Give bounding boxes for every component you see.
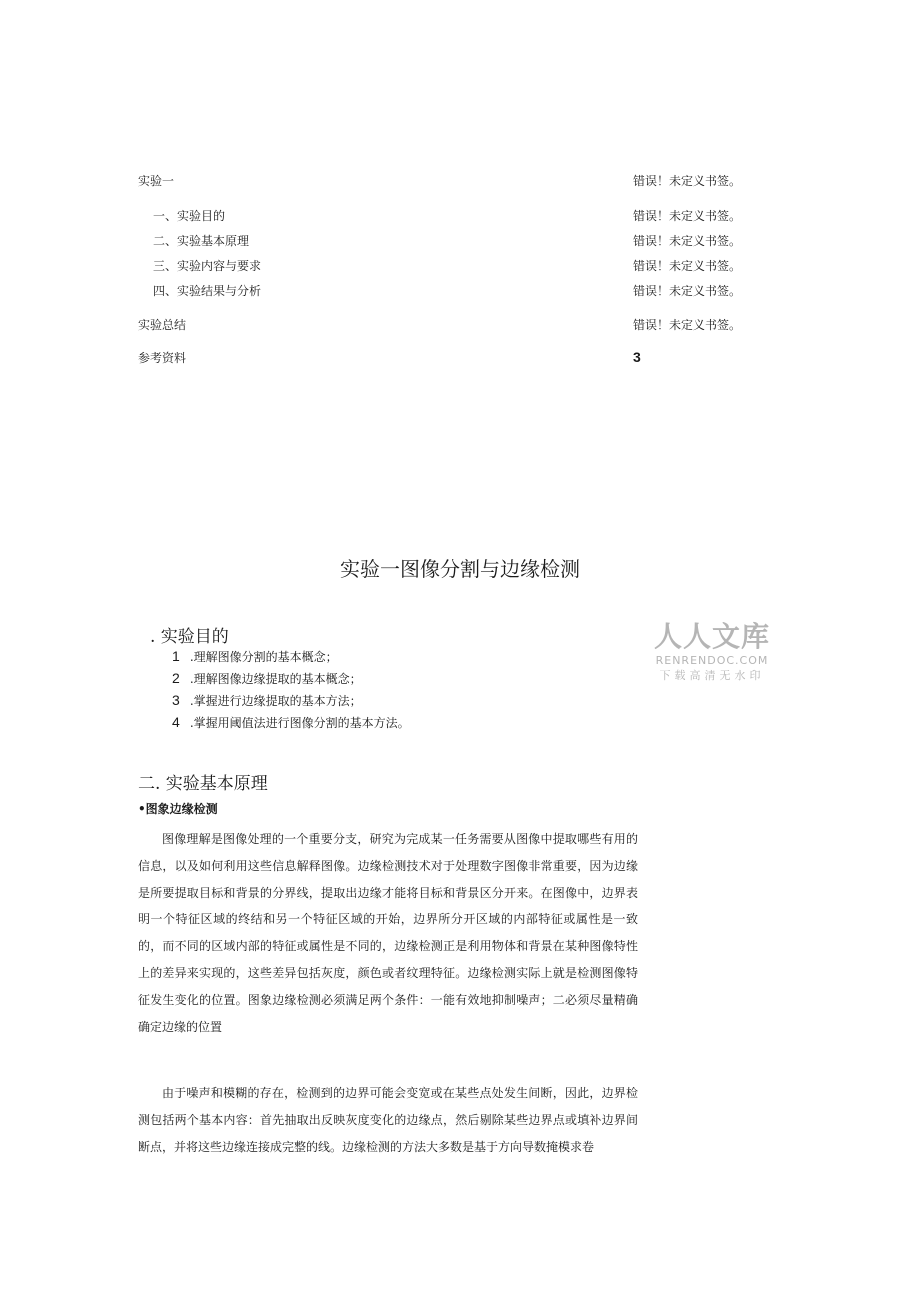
toc-entry-page: 错误！未定义书签。 (633, 174, 742, 188)
toc-entry-label: 二、实验基本原理 (153, 234, 250, 248)
toc-entry-objective[interactable] (138, 207, 758, 227)
toc-entry-principle[interactable] (138, 232, 758, 252)
toc-entry-content[interactable] (138, 257, 758, 277)
objective-item (172, 648, 338, 665)
toc-entry-page: 错误！未定义书签。 (633, 234, 742, 248)
watermark-slogan: 下载高清无水印 (659, 669, 765, 682)
toc-entry-page: 错误！未定义书签。 (633, 209, 742, 223)
toc-entry-references[interactable] (138, 349, 758, 369)
section-heading-principle: 二. 实验基本原理 (138, 774, 268, 794)
subsection-heading: •图象边缘检测 (138, 802, 218, 816)
watermark-brand: 人人文库 (653, 620, 770, 653)
watermark-logo (647, 620, 777, 684)
objective-item (172, 692, 362, 709)
toc-entry-page: 3 (633, 349, 641, 365)
toc-entry-label: 实验一 (138, 174, 175, 188)
objective-number: 2 (172, 670, 180, 686)
objective-text: .理解图像边缘提取的基本概念； (189, 672, 362, 686)
toc-entry-page: 错误！未定义书签。 (633, 284, 742, 298)
body-paragraph: 图像理解是图像处理的一个重要分支，研究为完成某一任务需要从图像中提取哪些有用的信息，以及如何利用这些信息解释图像。边缘检测技术对于处理数字图像非常重要，因为边缘是所要提取目标和背景的分界线，提取出边缘才能将目标和背景区分开来。在图像中，边界表明一个特征区域的终结和另一个特征区域的开始，边界所分开区域的内部特征或属性是一致的，而不同的区域内部的特征或属性是不同的，边缘检测正是利用物体和背景在某种图像特性上的差异来实现的，这些差异包括灰度，颜色或者纹理特征。边缘检测实际上就是检测图像特征发生变化的位置。图象边缘检测必须满足两个条件：一能有效地抑制噪声；二必须尽量精确确定边缘的位置 (138, 832, 638, 1034)
objective-item (172, 670, 362, 687)
toc-entry-page: 错误！未定义书签。 (633, 259, 742, 273)
objective-number: 3 (172, 692, 180, 708)
toc-entry-label: 参考资料 (138, 351, 187, 365)
objective-number: 1 (172, 648, 180, 664)
objective-text: .掌握进行边缘提取的基本方法； (189, 694, 362, 708)
document-title: 实验一图像分割与边缘检测 (340, 557, 580, 581)
toc-entry-label: 实验总结 (138, 318, 187, 332)
toc-entry-label: 三、实验内容与要求 (153, 259, 262, 273)
toc-entry-label: 一、实验目的 (153, 209, 226, 223)
objective-item (172, 714, 410, 731)
objective-number: 4 (172, 714, 180, 730)
watermark-url: RENRENDOC.COM (655, 654, 769, 667)
body-paragraph: 由于噪声和模糊的存在，检测到的边界可能会变宽或在某些点处发生间断，因此，边界检测包括两个基本内容：首先抽取出反映灰度变化的边缘点，然后剔除某些边界点或填补边界间断点，并将这些边缘连接成完整的线。边缘检测的方法大多数是基于方向导数掩模求卷 (138, 1086, 638, 1154)
toc-entry-label: 四、实验结果与分析 (153, 284, 262, 298)
toc-entry-page: 错误！未定义书签。 (633, 318, 742, 332)
toc-entry-summary[interactable] (138, 316, 758, 336)
toc-entry-results[interactable] (138, 282, 758, 302)
objective-text: .理解图像分割的基本概念； (189, 650, 338, 664)
objective-text: .掌握用阈值法进行图像分割的基本方法。 (189, 716, 410, 730)
toc-entry-experiment-1[interactable] (138, 172, 758, 192)
section-heading-objective: . 实验目的 (150, 627, 229, 647)
